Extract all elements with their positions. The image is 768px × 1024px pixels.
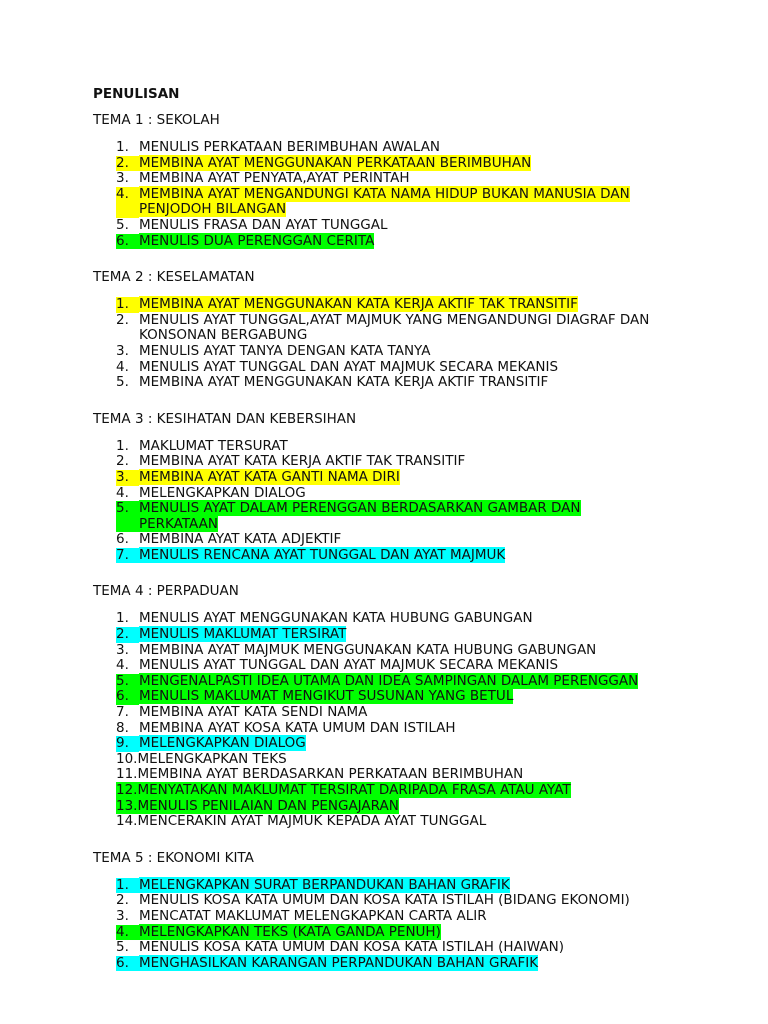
item-text-wrapper [139,439,288,455]
theme-item-list [93,439,728,564]
item-number: 7. [116,704,129,721]
item-number: 3. [116,170,129,187]
list-item [93,234,728,250]
item-text: MENULIS AYAT TANYA DENGAN KATA TANYA [139,342,431,359]
list-item [93,940,728,956]
theme-item-list [93,140,728,249]
item-text-wrapper [139,297,578,313]
item-text: MENULIS RENCANA AYAT TUNGGAL DAN AYAT MAJMUK [139,546,506,563]
item-number: 2. [116,453,129,470]
item-text-wrapper [139,878,510,894]
list-item [93,643,728,659]
list-item [93,218,728,234]
item-text-wrapper [139,171,410,187]
item-text: MAKLUMAT TERSURAT [139,437,288,454]
theme-section [93,583,728,829]
list-item [93,140,728,156]
theme-item-list [93,297,728,391]
item-text-wrapper [139,940,564,956]
list-item [93,956,728,972]
item-text: MELENGKAPKAN SURAT BERPANDUKAN BAHAN GRAFIK [139,876,510,893]
item-number: 13. [116,797,138,814]
list-item [93,470,728,486]
item-text-wrapper [139,627,346,643]
item-number: 2. [116,311,129,328]
item-number: 6. [93,956,139,972]
theme-heading: TEMA 5 : EKONOMI KITA [93,849,254,866]
list-item [93,156,728,172]
item-text-wrapper [139,893,630,909]
item-text-wrapper [139,218,388,234]
item-text: MENCERAKIN AYAT MAJMUK KEPADA AYAT TUNGGAL [137,813,487,830]
item-text: MEMBINA AYAT BERDASARKAN PERKATAAN BERIMBUHAN [137,766,524,783]
item-number: 10. [116,750,138,767]
item-text-wrapper [139,501,659,532]
list-item [93,799,728,815]
item-number: 8. [116,719,129,736]
item-text-wrapper [139,187,659,218]
list-item [93,767,728,783]
item-text-wrapper [139,611,533,627]
item-number: 6. [93,234,139,250]
item-text: MENULIS AYAT TUNGGAL DAN AYAT MAJMUK SECARA MEKANIS [139,657,559,674]
list-item [93,658,728,674]
list-item [93,627,728,643]
item-number: 14. [116,813,138,830]
item-number: 5. [116,374,129,391]
item-text: MEMBINA AYAT KATA KERJA AKTIF TAK TRANSITIF [139,453,466,470]
item-number: 4. [116,358,129,375]
list-item [93,705,728,721]
item-text: MENULIS KOSA KATA UMUM DAN KOSA KATA ISTILAH (HAIWAN) [139,939,565,956]
theme-heading: TEMA 3 : KESIHATAN DAN KEBERSIHAN [93,410,357,427]
list-item [93,548,728,564]
item-text-wrapper [139,705,367,721]
list-item [93,909,728,925]
item-text-wrapper [139,360,558,376]
item-text-wrapper [139,909,487,925]
item-number: 4. [116,484,129,501]
item-text: MENGENALPASTI IDEA UTAMA DAN IDEA SAMPINGAN DALAM PERENGGAN [139,672,639,689]
item-text-wrapper [139,156,531,172]
item-text: MEMBINA AYAT KOSA KATA UMUM DAN ISTILAH [139,719,456,736]
list-item [93,344,728,360]
item-text: MENULIS PENILAIAN DAN PENGAJARAN [137,797,399,814]
item-text-wrapper [139,532,341,548]
list-item [93,439,728,455]
item-number: 3. [116,907,129,924]
item-text: MENULIS AYAT DALAM PERENGGAN BERDASARKAN GAMBAR DAN PERKATAAN [139,500,581,532]
item-text: MENYATAKAN MAKLUMAT TERSIRAT DARIPADA FRASA ATAU AYAT [137,782,571,798]
list-item [93,925,728,941]
item-text-wrapper [139,721,456,737]
item-text-wrapper [139,454,465,470]
item-number: 5. [116,216,129,233]
item-number: 5. [93,501,139,532]
item-text: MELENGKAPKAN DIALOG [139,735,306,752]
item-text-wrapper [139,956,538,972]
item-number: 1. [93,297,139,313]
item-text-wrapper [139,643,596,659]
theme-section [93,112,728,249]
item-text: MEMBINA AYAT KATA ADJEKTIF [139,531,342,548]
item-text: MENULIS MAKLUMAT TERSIRAT [139,626,347,643]
item-text-wrapper [139,234,374,250]
list-item [93,501,728,532]
list-item [93,313,728,344]
theme-item-list [93,611,728,829]
item-text: MENULIS MAKLUMAT MENGIKUT SUSUNAN YANG BETUL [139,688,514,705]
document-title: PENULISAN [93,86,180,102]
item-number: 4. [116,657,129,674]
list-item [93,689,728,705]
list-item [93,532,728,548]
item-number: 1. [116,610,129,627]
item-text-wrapper [139,736,306,752]
theme-section [93,411,728,564]
item-text: MELENGKAPKAN TEKS [137,750,287,767]
item-text: MEMBINA AYAT MAJMUK MENGGUNAKAN KATA HUBUNG GABUNGAN [139,641,597,658]
item-text: MEMBINA AYAT PENYATA,AYAT PERINTAH [139,170,410,187]
item-text-wrapper [139,486,306,502]
theme-section [93,269,728,391]
list-item [93,611,728,627]
item-number: 2. [116,892,129,909]
item-number: 4. [93,187,139,218]
item-number: 3. [116,342,129,359]
item-number: 4. [93,925,139,941]
item-text: MEMBINA AYAT KATA GANTI NAMA DIRI [139,468,400,485]
item-text: MENULIS AYAT TUNGGAL,AYAT MAJMUK YANG MENGANDUNGI DIAGRAF DAN KONSONAN BERGABUNG [139,311,650,344]
list-item [93,721,728,737]
item-text: MEMBINA AYAT MENGGUNAKAN KATA KERJA AKTIF TRANSITIF [139,374,549,391]
item-text: MENULIS FRASA DAN AYAT TUNGGAL [139,216,388,233]
theme-heading: TEMA 2 : KESELAMATAN [93,269,255,286]
item-number: 2. [93,156,139,172]
item-text: MENGHASILKAN KARANGAN PERPANDUKAN BAHAN GRAFIK [139,954,539,971]
item-text-wrapper [139,548,505,564]
item-text-wrapper [139,674,638,690]
list-item [93,187,728,218]
item-text-wrapper [139,140,440,156]
item-number: 6. [116,531,129,548]
list-item [93,454,728,470]
item-text: MENULIS PERKATAAN BERIMBUHAN AWALAN [139,139,441,155]
item-text: MEMBINA AYAT MENGANDUNGI KATA NAMA HIDUP BUKAN MANUSIA DAN PENJODOH BILANGAN [139,185,630,218]
item-text-wrapper [139,925,441,941]
list-item [93,878,728,894]
item-number: 3. [116,641,129,658]
list-item [93,736,728,752]
list-item [93,375,728,391]
list-item [93,171,728,187]
theme-section [93,850,728,972]
item-text-wrapper [139,470,400,486]
item-number: 5. [93,674,139,690]
item-number: 1. [116,437,129,454]
list-item [93,814,728,830]
list-item [93,674,728,690]
item-number: 1. [93,878,139,894]
item-number: 2. [93,627,139,643]
theme-item-list [93,878,728,972]
theme-heading: TEMA 4 : PERPADUAN [93,583,239,600]
item-number: 5. [116,939,129,956]
list-item [93,893,728,909]
item-text: MELENGKAPKAN DIALOG [139,484,306,501]
list-item [93,297,728,313]
item-text-wrapper [139,313,659,344]
themes-container [93,112,728,971]
item-number: 6. [93,689,139,705]
item-text: MENULIS AYAT MENGGUNAKAN KATA HUBUNG GABUNGAN [139,610,533,627]
item-text: MELENGKAPKAN TEKS (KATA GANDA PENUH) [139,923,441,940]
item-number: 3. [93,470,139,486]
item-number: 9. [93,736,139,752]
item-text: MENULIS AYAT TUNGGAL DAN AYAT MAJMUK SECARA MEKANIS [139,358,559,375]
item-text: MENCATAT MAKLUMAT MELENGKAPKAN CARTA ALIR [139,907,487,924]
item-text-wrapper [139,658,558,674]
item-number: 12. [116,782,138,798]
item-text: MENULIS KOSA KATA UMUM DAN KOSA KATA ISTILAH (BIDANG EKONOMI) [139,892,630,909]
item-text: MEMBINA AYAT MENGGUNAKAN PERKATAAN BERIMBUHAN [139,154,532,171]
list-item [93,752,728,768]
list-item [93,486,728,502]
item-text: MEMBINA AYAT KATA SENDI NAMA [139,704,368,721]
item-text: MENULIS DUA PERENGGAN CERITA [139,232,375,249]
item-text-wrapper [139,375,548,391]
item-text-wrapper [139,689,513,705]
item-number: 11. [116,766,138,783]
theme-heading: TEMA 1 : SEKOLAH [93,112,220,128]
item-text-wrapper [139,344,431,360]
list-item [93,360,728,376]
item-number: 1. [116,139,129,155]
list-item [93,783,728,799]
item-text: MEMBINA AYAT MENGGUNAKAN KATA KERJA AKTIF TAK TRANSITIF [139,296,578,313]
item-number: 7. [93,548,139,564]
